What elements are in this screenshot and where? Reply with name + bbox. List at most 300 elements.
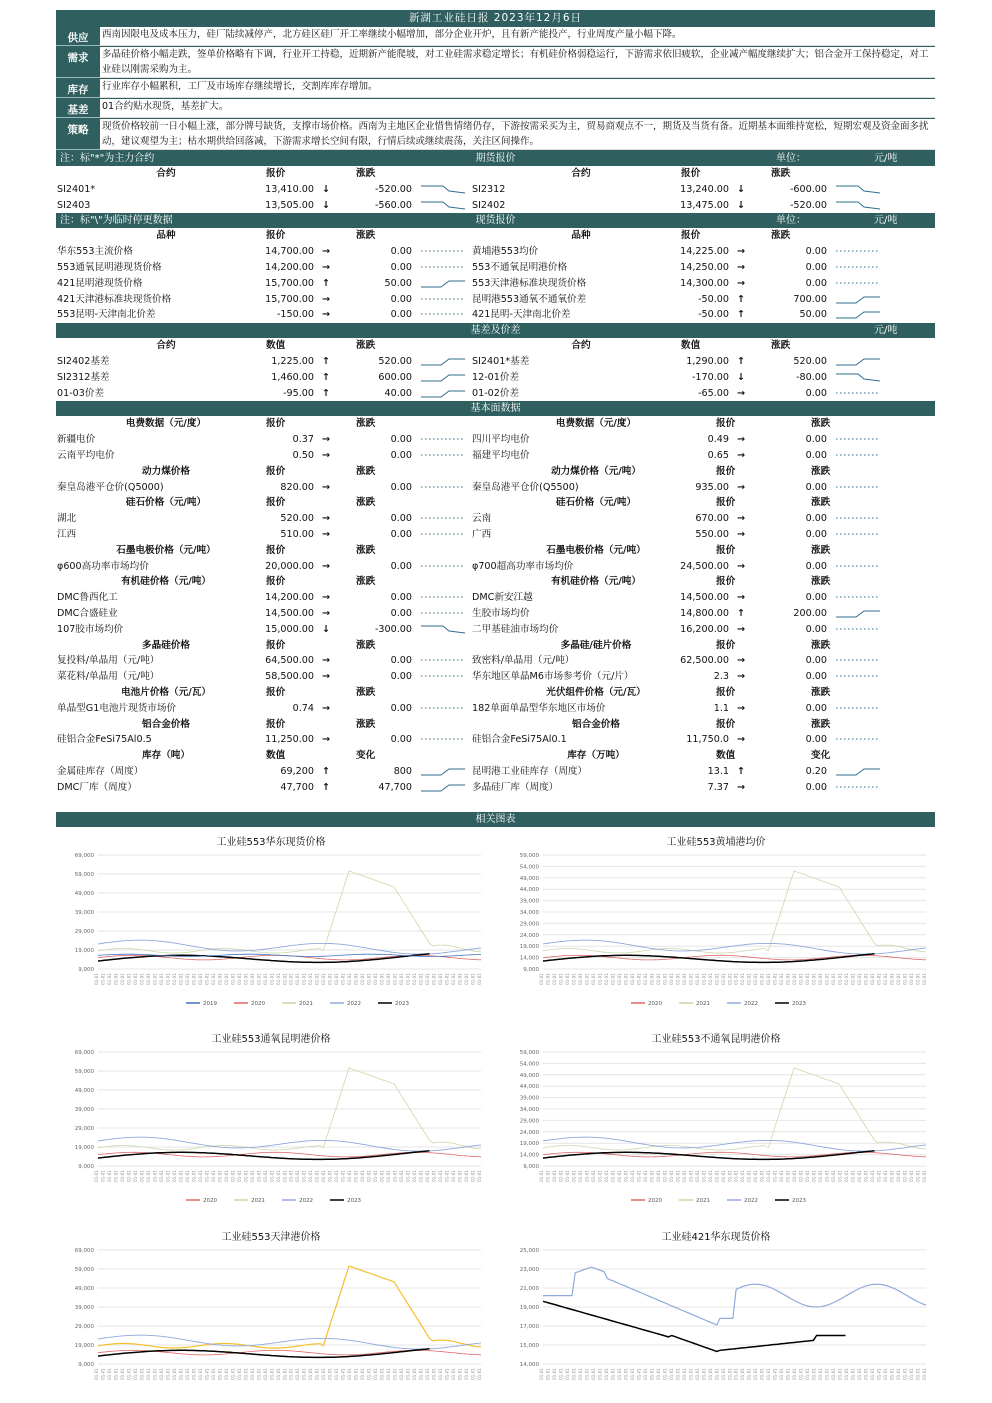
x-tick-label: 01-01 (165, 1368, 171, 1380)
group-title: 光伏组件价格（元/瓦） (546, 686, 646, 698)
x-tick-label: 01-01 (805, 1170, 811, 1182)
col-header: 涨跌 (811, 718, 831, 730)
col-header: 涨跌 (356, 686, 376, 698)
item-name: 江西 (57, 528, 77, 540)
chart (501, 827, 931, 1022)
chart-canvas (56, 1024, 486, 1214)
legend-label: 2021 (299, 1001, 313, 1007)
x-tick-label: 01-01 (418, 1368, 424, 1380)
x-tick-label: 01-01 (256, 1170, 262, 1182)
x-tick-label: 01-01 (558, 1170, 564, 1182)
y-tick-label: 39,000 (519, 898, 539, 905)
x-tick-label: 01-01 (340, 1368, 346, 1380)
item-price: 1.1 (713, 702, 729, 714)
col-header: 报价 (716, 639, 736, 651)
x-tick-label: 01-01 (431, 973, 437, 985)
data-row (56, 732, 935, 748)
x-tick-label: 01-01 (753, 1170, 759, 1182)
unit-value: 元/吨 (874, 325, 898, 337)
item-price: 11,750.0 (686, 734, 729, 746)
x-tick-label: 01-01 (681, 973, 687, 985)
col-header: 数值 (266, 340, 286, 352)
col-header: 涨跌 (356, 544, 376, 556)
x-tick-label: 01-01 (256, 1368, 262, 1380)
x-tick-label: 01-01 (145, 973, 151, 985)
data-row (56, 527, 935, 543)
item-price: -50.00 (698, 293, 729, 305)
x-tick-label: 01-01 (597, 973, 603, 985)
item-price: -170.00 (691, 371, 729, 383)
item-price: 0.37 (292, 434, 314, 446)
legend-label: 2023 (792, 1198, 806, 1204)
x-tick-label: 01-01 (883, 1170, 889, 1182)
arrow-right-icon: → (736, 277, 746, 289)
x-tick-label: 01-01 (464, 973, 470, 985)
y-tick-label: 49,000 (519, 875, 539, 882)
x-tick-label: 01-01 (597, 1170, 603, 1182)
arrow-right-icon: → (321, 560, 331, 572)
item-change: 0.00 (390, 528, 412, 540)
x-tick-label: 01-01 (915, 973, 921, 985)
x-tick-label: 01-01 (610, 973, 616, 985)
x-tick-label: 01-01 (392, 1170, 398, 1182)
item-price: 14,250.00 (680, 261, 729, 273)
x-tick-label: 01-01 (675, 1368, 681, 1380)
x-tick-label: 01-01 (902, 1170, 908, 1182)
item-price: 0.65 (707, 449, 729, 461)
x-tick-label: 01-01 (909, 973, 915, 985)
x-tick-label: 01-01 (204, 973, 210, 985)
item-price: 1,225.00 (271, 355, 314, 367)
item-name: 昆明港553通氧不通氧价差 (472, 293, 587, 305)
column-header-row (56, 228, 935, 244)
arrow-right-icon: → (736, 734, 746, 746)
sparkline (419, 591, 467, 604)
group-header-row (56, 638, 935, 654)
x-tick-label: 01-01 (451, 1170, 457, 1182)
col-header: 报价 (716, 718, 736, 730)
column-header-row (56, 166, 935, 182)
group-title: 电池片价格（元/瓦） (121, 686, 211, 698)
arrow-right-icon: → (736, 560, 746, 572)
x-tick-label: 01-01 (360, 1170, 366, 1182)
x-tick-label: 01-01 (844, 1368, 850, 1380)
arrow-up-icon: ↑ (736, 765, 746, 777)
section-title: 基差及价差 (470, 325, 521, 337)
x-tick-label: 01-01 (590, 973, 596, 985)
col-header: 涨跌 (356, 639, 376, 651)
x-tick-label: 01-01 (353, 973, 359, 985)
col-header: 数值 (716, 750, 736, 762)
item-price: 14,500.00 (680, 592, 729, 604)
x-tick-label: 01-01 (347, 1368, 353, 1380)
item-price: 15,700.00 (265, 277, 314, 289)
x-tick-label: 01-01 (922, 973, 927, 985)
x-tick-label: 01-01 (288, 973, 294, 985)
y-tick-label: 29,000 (519, 921, 539, 928)
col-header: 涨跌 (771, 230, 791, 242)
section-header (56, 151, 935, 166)
section-title: 现货报价 (475, 215, 516, 227)
summary-label: 需求 (56, 47, 100, 78)
item-price: 13,475.00 (680, 199, 729, 211)
x-tick-label: 01-01 (451, 1368, 457, 1380)
item-change: 600.00 (378, 371, 412, 383)
sparkline (834, 433, 882, 446)
item-name: DMC合盛硅业 (57, 607, 118, 619)
item-price: 69,200 (280, 765, 314, 777)
item-price: 13,410.00 (265, 183, 314, 195)
summary-row (56, 79, 935, 99)
data-row (56, 653, 935, 669)
x-tick-label: 01-01 (584, 1368, 590, 1380)
group-title: 多晶硅/硅片价格 (560, 639, 632, 651)
y-tick-label: 9,000 (523, 1164, 539, 1170)
x-tick-label: 01-01 (477, 1170, 482, 1182)
arrow-right-icon: → (736, 449, 746, 461)
x-tick-label: 01-01 (405, 973, 411, 985)
x-tick-label: 01-01 (171, 1368, 177, 1380)
item-name: 黄埔港553均价 (472, 246, 539, 258)
x-tick-label: 01-01 (438, 1170, 444, 1182)
sparkline (834, 387, 882, 400)
col-header: 报价 (266, 544, 286, 556)
x-tick-label: 01-01 (837, 973, 843, 985)
x-tick-label: 01-01 (106, 1368, 112, 1380)
summary-row (56, 99, 935, 119)
x-tick-label: 01-01 (662, 1368, 668, 1380)
item-price: 2.3 (713, 671, 729, 683)
group-header-row (56, 495, 935, 511)
x-tick-label: 01-01 (694, 1368, 700, 1380)
sparkline (834, 512, 882, 525)
x-tick-label: 01-01 (204, 1368, 210, 1380)
x-tick-label: 01-01 (759, 973, 765, 985)
charts-section (56, 812, 935, 1402)
y-tick-label: 59,000 (519, 1050, 539, 1056)
x-tick-label: 01-01 (766, 1368, 772, 1380)
sparkline (419, 528, 467, 541)
sparkline (419, 355, 467, 368)
arrow-down-icon: ↓ (736, 183, 746, 195)
x-tick-label: 01-01 (662, 1170, 668, 1182)
x-tick-label: 01-01 (399, 1170, 405, 1182)
x-tick-label: 01-01 (100, 1368, 106, 1380)
sparkline (419, 371, 467, 384)
sparkline (419, 623, 467, 636)
x-tick-label: 01-01 (733, 1368, 739, 1380)
item-change: 0.00 (390, 261, 412, 273)
legend-label: 2022 (744, 1198, 758, 1204)
item-change: 0.00 (390, 449, 412, 461)
summary-text: 行业库存小幅累积，工厂及市场库存继续增长，交割库库存增加。 (100, 79, 935, 98)
item-change: -80.00 (796, 371, 827, 383)
x-tick-label: 01-01 (714, 1368, 720, 1380)
x-tick-label: 01-01 (119, 1368, 125, 1380)
col-header: 报价 (266, 465, 286, 477)
item-price: 62,500.00 (680, 655, 729, 667)
section-header (56, 323, 935, 338)
x-tick-label: 01-01 (139, 1368, 145, 1380)
x-tick-label: 01-01 (753, 973, 759, 985)
x-tick-label: 01-01 (759, 1368, 765, 1380)
y-tick-label: 59,000 (519, 853, 539, 859)
x-tick-label: 01-01 (694, 973, 700, 985)
item-name: 二甲基硅油市场均价 (472, 623, 559, 635)
item-price: 15,700.00 (265, 293, 314, 305)
sparkline (834, 781, 882, 794)
x-tick-label: 01-01 (106, 973, 112, 985)
col-header: 报价 (266, 230, 286, 242)
x-tick-label: 01-01 (629, 1368, 635, 1380)
sparkline (834, 528, 882, 541)
x-tick-label: 01-01 (798, 973, 804, 985)
item-price: 20,000.00 (265, 560, 314, 572)
x-tick-label: 01-01 (844, 973, 850, 985)
x-tick-label: 01-01 (577, 1368, 583, 1380)
x-tick-label: 01-01 (126, 973, 132, 985)
arrow-right-icon: → (321, 309, 331, 321)
summary-text: 01合约贴水现货，基差扩大。 (100, 99, 935, 118)
item-name: 多晶硅厂库（周度） (472, 781, 559, 793)
item-price: 7.37 (707, 781, 729, 793)
summary-text: 现货价格较前一日小幅上涨，部分牌号缺货，支撑市场价格。西南为主地区企业惜售情绪仍存，下游按需采买为主，贸易商观点不一，期货及当货有备。近期基本面维持宽松，短期宏观及资金面多扰动，建议观望为主；枯水期供给回落减，下游需求增长空间有限，行情后续或继续震荡，关注区间操作。 (100, 119, 935, 150)
item-change: 0.00 (805, 513, 827, 525)
x-tick-label: 01-01 (740, 1368, 746, 1380)
x-tick-label: 01-01 (688, 1368, 694, 1380)
y-tick-label: 21,000 (519, 1286, 539, 1292)
summary-text: 多晶硅价格小幅走跌，签单价格略有下调，行业开工持稳，近期新产能爬坡，对工业硅需求稳定增长；有机硅价格弱稳运行，下游需求依旧疲软，企业减产幅度继续扩大；铝合金开工保持稳定，对工业硅以刚需采购为主。 (100, 47, 935, 78)
x-tick-label: 01-01 (295, 1368, 301, 1380)
item-change: -600.00 (789, 183, 827, 195)
x-tick-label: 01-01 (282, 1170, 288, 1182)
x-tick-label: 01-01 (564, 973, 570, 985)
summary-label: 基差 (56, 99, 100, 118)
x-tick-label: 01-01 (314, 1170, 320, 1182)
group-header-row (56, 685, 935, 701)
x-tick-label: 01-01 (197, 973, 203, 985)
item-price: 24,500.00 (680, 560, 729, 572)
x-tick-label: 01-01 (438, 973, 444, 985)
sparkline (834, 670, 882, 683)
x-tick-label: 01-01 (642, 973, 648, 985)
arrow-down-icon: ↓ (321, 623, 331, 635)
chart (501, 1222, 931, 1403)
x-tick-label: 01-01 (798, 1368, 804, 1380)
x-tick-label: 01-01 (909, 1368, 915, 1380)
x-tick-label: 01-01 (444, 1368, 450, 1380)
x-tick-label: 01-01 (470, 1368, 476, 1380)
x-tick-label: 01-01 (217, 1170, 223, 1182)
x-tick-label: 01-01 (707, 1170, 713, 1182)
x-tick-label: 01-01 (818, 1368, 824, 1380)
data-row (56, 590, 935, 606)
x-tick-label: 01-01 (623, 973, 629, 985)
unit-label: 单位： (776, 215, 806, 227)
x-tick-label: 01-01 (590, 1170, 596, 1182)
item-price: 14,700.00 (265, 246, 314, 258)
x-tick-label: 01-01 (243, 1170, 249, 1182)
item-change: 0.00 (390, 309, 412, 321)
x-tick-label: 01-01 (785, 1368, 791, 1380)
x-tick-label: 01-01 (629, 973, 635, 985)
x-tick-label: 01-01 (902, 973, 908, 985)
legend-label: 2022 (744, 1001, 758, 1007)
item-name: 107胶市场均价 (57, 623, 124, 635)
x-tick-label: 01-01 (314, 973, 320, 985)
x-tick-label: 01-01 (100, 1170, 106, 1182)
x-tick-label: 01-01 (870, 973, 876, 985)
chart-title: 工业硅553黄埔港均价 (666, 837, 766, 848)
item-name: 421天津港标准块现货价格 (57, 293, 172, 305)
arrow-right-icon: → (736, 702, 746, 714)
sparkline (419, 765, 467, 778)
x-tick-label: 01-01 (714, 973, 720, 985)
x-tick-label: 01-01 (230, 1368, 236, 1380)
col-header: 报价 (716, 576, 736, 588)
item-name: 553通氧昆明港现货价格 (57, 261, 162, 273)
item-change: 0.00 (805, 734, 827, 746)
x-tick-label: 01-01 (392, 973, 398, 985)
x-tick-label: 01-01 (457, 973, 463, 985)
col-header: 涨跌 (356, 576, 376, 588)
sparkline (834, 591, 882, 604)
arrow-up-icon: ↑ (736, 607, 746, 619)
col-header: 涨跌 (811, 576, 831, 588)
item-price: -50.00 (698, 309, 729, 321)
x-tick-label: 01-01 (805, 973, 811, 985)
chart-title: 工业硅553不通氧昆明港价格 (651, 1034, 781, 1045)
x-tick-label: 01-01 (824, 973, 830, 985)
x-tick-label: 01-01 (896, 1368, 902, 1380)
x-tick-label: 01-01 (571, 973, 577, 985)
chart-canvas (501, 1222, 931, 1403)
x-tick-label: 01-01 (889, 973, 895, 985)
x-tick-label: 01-01 (139, 1170, 145, 1182)
x-tick-label: 01-01 (152, 1170, 158, 1182)
item-change: 0.00 (390, 702, 412, 714)
item-price: 0.49 (707, 434, 729, 446)
arrow-right-icon: → (321, 528, 331, 540)
x-tick-label: 01-01 (223, 973, 229, 985)
data-row (56, 354, 935, 370)
charts-title: 相关图表 (475, 814, 516, 825)
item-name: φ600高功率市场均价 (57, 560, 149, 572)
y-tick-label: 49,000 (74, 891, 94, 897)
sparkline (834, 277, 882, 290)
item-name: SI2403 (57, 199, 91, 211)
item-price: 935.00 (695, 481, 729, 493)
item-name: 菜花料/单晶用（元/吨） (57, 671, 160, 683)
sparkline (834, 183, 882, 196)
x-tick-label: 01-01 (603, 973, 609, 985)
item-change: 800 (393, 765, 412, 777)
col-header: 报价 (681, 168, 701, 179)
x-tick-label: 01-01 (727, 1170, 733, 1182)
y-tick-label: 9,000 (78, 1362, 94, 1368)
x-tick-label: 01-01 (210, 1368, 216, 1380)
x-tick-label: 01-01 (171, 973, 177, 985)
item-price: 14,300.00 (680, 277, 729, 289)
item-name: 182单面单晶型华东地区市场价 (472, 702, 606, 714)
arrow-down-icon: ↓ (736, 371, 746, 383)
sparkline (419, 481, 467, 494)
col-header: 变化 (356, 750, 376, 762)
x-tick-label: 01-01 (551, 973, 557, 985)
sparkline (834, 607, 882, 620)
item-name: 421昆明-天津南北价差 (472, 309, 571, 321)
data-row (56, 292, 935, 308)
item-price: 64,500.00 (265, 655, 314, 667)
x-tick-label: 01-01 (655, 1368, 661, 1380)
x-tick-label: 01-01 (766, 1170, 772, 1182)
item-name: DMC厂库（周度） (57, 781, 137, 793)
x-tick-label: 01-01 (152, 973, 158, 985)
x-tick-label: 01-01 (217, 973, 223, 985)
item-price: 510.00 (280, 528, 314, 540)
item-price: 14,200.00 (265, 261, 314, 273)
data-row (56, 370, 935, 386)
arrow-right-icon: → (321, 734, 331, 746)
x-tick-label: 01-01 (379, 973, 385, 985)
legend-label: 2023 (792, 1001, 806, 1007)
x-tick-label: 01-01 (655, 973, 661, 985)
x-tick-label: 01-01 (551, 1368, 557, 1380)
col-header: 报价 (716, 686, 736, 698)
x-tick-label: 01-01 (779, 973, 785, 985)
y-tick-label: 54,000 (519, 864, 539, 871)
x-tick-label: 01-01 (727, 973, 733, 985)
item-name: 12-01价差 (472, 371, 520, 383)
arrow-up-icon: ↑ (321, 371, 331, 383)
x-tick-label: 01-01 (649, 973, 655, 985)
item-change: 0.00 (390, 434, 412, 446)
x-tick-label: 01-01 (249, 973, 255, 985)
x-tick-label: 01-01 (360, 1368, 366, 1380)
item-name: 553昆明-天津南北价差 (57, 309, 156, 321)
x-tick-label: 01-01 (457, 1368, 463, 1380)
arrow-down-icon: ↓ (321, 199, 331, 211)
arrow-up-icon: ↑ (321, 765, 331, 777)
group-header-row (56, 543, 935, 559)
y-tick-label: 17,000 (519, 1324, 539, 1330)
x-tick-label: 01-01 (909, 1170, 915, 1182)
x-tick-label: 01-01 (564, 1170, 570, 1182)
x-tick-label: 01-01 (792, 973, 798, 985)
legend-label: 2023 (347, 1198, 361, 1204)
x-tick-label: 01-01 (158, 1170, 164, 1182)
x-tick-label: 01-01 (850, 1368, 856, 1380)
chart (56, 1222, 486, 1403)
y-tick-label: 29,000 (519, 1118, 539, 1125)
x-tick-label: 01-01 (256, 973, 262, 985)
item-price: 520.00 (280, 513, 314, 525)
x-tick-label: 01-01 (353, 1170, 359, 1182)
y-tick-label: 39,000 (74, 910, 94, 916)
item-name: 553不通氧昆明港价格 (472, 261, 568, 273)
arrow-right-icon: → (321, 592, 331, 604)
col-header: 涨跌 (811, 686, 831, 698)
sparkline (834, 261, 882, 274)
x-tick-label: 01-01 (811, 973, 817, 985)
arrow-right-icon: → (321, 513, 331, 525)
summary-section (56, 27, 935, 151)
x-tick-label: 01-01 (649, 1170, 655, 1182)
item-change: 0.00 (805, 387, 827, 399)
item-change: -520.00 (374, 183, 412, 195)
item-change: 700.00 (793, 293, 827, 305)
y-tick-label: 59,000 (74, 872, 94, 878)
